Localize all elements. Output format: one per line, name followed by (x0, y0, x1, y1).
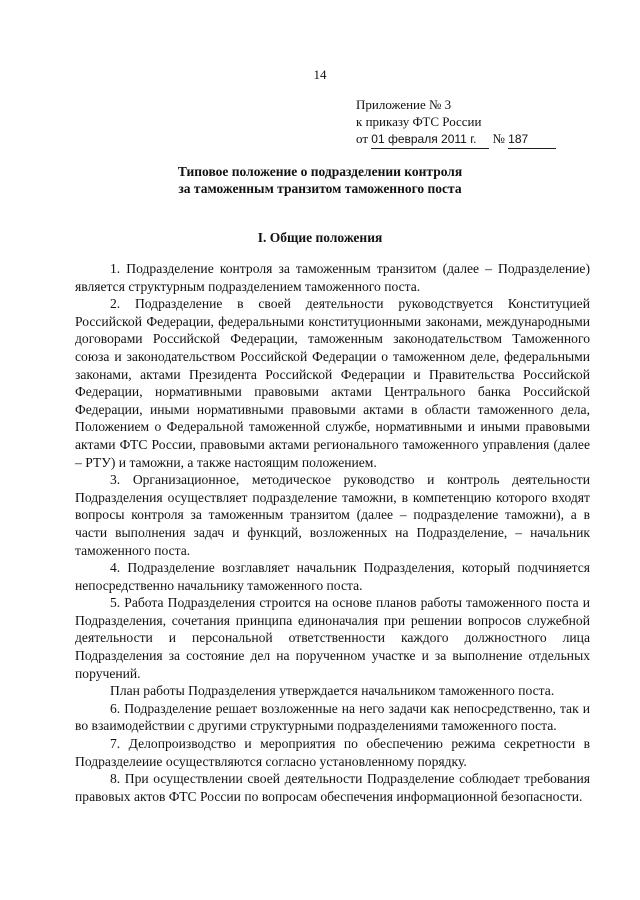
paragraph-8: 8. При осуществлении своей деятельности Подразделение соблюдает требования правовых актов ФТС России по вопросам обеспечения информационной безопасности. (75, 771, 590, 804)
paragraph-5: 5. Работа Подразделения строится на основе планов работы таможенного поста и Подразделения, сочетания принципа единоначалия при решении вопросов служебной деятельности и персональной ответственности каждого должностного лица Подразделения за состояние дел на порученном участке и за выполнение отдельных поручений. (75, 595, 590, 681)
title-line-2: за таможенным транзитом таможенного поста (178, 181, 462, 196)
date-label: от (356, 131, 369, 146)
appendix-header (356, 96, 606, 149)
order-number: 187 (508, 131, 556, 149)
title-line-1: Типовое положение о подразделении контроля (177, 164, 463, 179)
order-date: 01 февраля 2011 г. (371, 131, 489, 149)
paragraph-4: 4. Подразделение возглавляет начальник Подразделения, который подчиняется непосредственно начальнику таможенного поста. (75, 560, 590, 593)
document-body (75, 260, 590, 805)
paragraph-2: 2. Подразделение в своей деятельности руководствуется Конституцией Российской Федерации, федеральными конституционными законами, международными договорами Российской Федерации, таможенным законодательством Таможенного союза и законодательством Российской Федерации о таможенном деле, федеральными законами, актами Президента Российской Федерации и Правительства Российской Федерации, нормативными правовыми актами Центрального банка Российской Федерации, иными нормативными правовыми актами в области таможенного дела, Положением о Федеральной таможенной службе, нормативными и иными правовыми актами ФТС России, правовыми актами регионального таможенного управления (далее – РТУ) и таможни, а также настоящим положением. (75, 296, 590, 470)
section-heading: I. Общие положения (257, 230, 383, 245)
paragraph-5-plan: План работы Подразделения утверждается начальником таможенного поста. (110, 683, 555, 699)
appendix-order-reference: к приказу ФТС России (356, 114, 482, 129)
page-number: 14 (313, 67, 327, 82)
paragraph-6: 6. Подразделение решает возложенные на него задачи как непосредственно, так и во взаимодействии с другими структурными подразделениями таможенного поста. (75, 700, 590, 734)
paragraph-7: 7. Делопроизводство и мероприятия по обеспечению режима секретности в Подразделеиие осуществляются согласно установленному порядку. (75, 736, 590, 769)
number-label: № (492, 131, 505, 146)
appendix-date-line (356, 130, 606, 149)
document-title (0, 163, 640, 197)
paragraph-3: 3. Организационное, методическое руководство и контроль деятельности Подразделения осуществляет подразделение таможни, в компетенцию которого входят вопросы контроля за таможенным транзитом (далее – подразделение таможни), а в части выполнения задач и функций, возложенных на Подразделение, – начальник таможенного поста. (75, 472, 590, 558)
paragraph-1: 1. Подразделение контроля за таможенным транзитом (далее – Подразделение) является структурным подразделением таможенного поста. (75, 261, 590, 294)
appendix-title: Приложение № 3 (356, 97, 452, 112)
